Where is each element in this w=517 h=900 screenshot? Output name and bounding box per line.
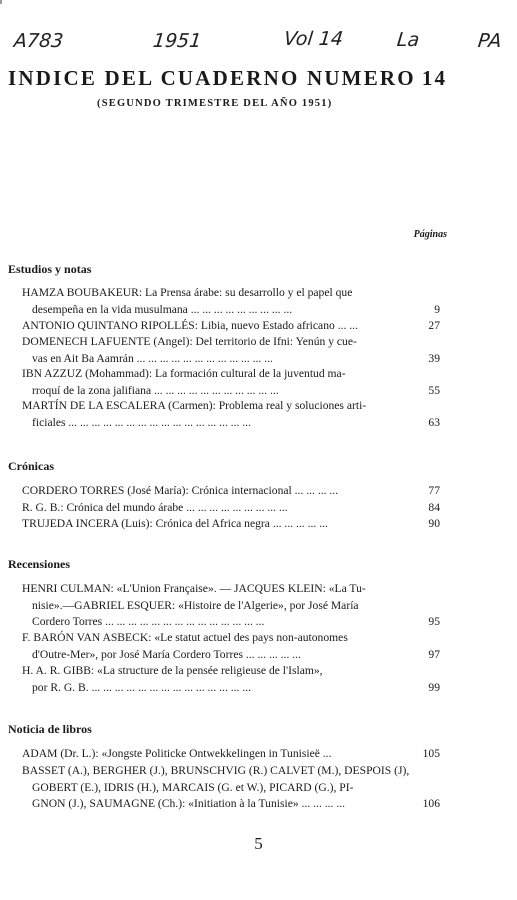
entry-line-text: ANTONIO QUINTANO RIPOLLÉS: Libia, nuevo Estado africano ... ... xyxy=(22,319,358,332)
entry-line: HAMZA BOUBAKEUR: La Prensa árabe: su desarrollo y el papel que xyxy=(22,286,353,299)
toc-entry xyxy=(22,318,440,335)
paginas-label: Páginas xyxy=(413,229,447,240)
entry-line-text: vas en Ait Ba Aamrán ... ... ... ... ... ... ... ... ... ... ... ... xyxy=(32,351,273,365)
toc-entry xyxy=(22,483,440,500)
entry-line-text: CORDERO TORRES (José María): Crónica internacional ... ... ... ... xyxy=(22,484,339,497)
page-number: 39 xyxy=(428,351,440,365)
handwritten-note-2: 1951 xyxy=(151,30,203,52)
entry-line xyxy=(22,351,440,368)
toc-entry xyxy=(22,500,440,517)
entry-line: GOBERT (E.), IDRIS (H.), MARCAIS (G. et W.), PICARD (G.), PI- xyxy=(32,780,354,794)
entry-line xyxy=(22,680,440,697)
entry-line: HENRI CULMAN: «L'Union Française». — JACQUES KLEIN: «La Tu- xyxy=(22,582,366,595)
entry-line xyxy=(22,383,440,400)
toc-entry xyxy=(22,398,440,431)
page-number: 90 xyxy=(428,517,440,530)
entry-line-text: rroquí de la zona jalifiana ... ... ... ... ... ... ... ... ... ... ... xyxy=(32,383,279,397)
page-number: 77 xyxy=(428,484,440,497)
toc-entry xyxy=(22,334,440,367)
entry-line: BASSET (A.), BERGHER (J.), BRUNSCHVIG (R.) CALVET (M.), DESPOIS (J), xyxy=(22,764,410,777)
toc-entry xyxy=(22,746,440,763)
toc-entry xyxy=(22,763,440,813)
scan-mark xyxy=(0,0,2,4)
section-heading: Crónicas xyxy=(8,459,54,473)
entry-line: MARTÍN DE LA ESCALERA (Carmen): Problema real y soluciones arti- xyxy=(22,399,367,412)
entry-line-text: d'Outre-Mer», por José María Cordero Torres ... ... ... ... ... xyxy=(32,647,301,661)
entry-line xyxy=(22,483,440,500)
section-heading: Noticia de libros xyxy=(8,722,92,736)
entry-line xyxy=(22,415,440,432)
entry-line: DOMENECH LAFUENTE (Angel): Del territorio de Ifni: Yenún y cue- xyxy=(22,335,357,348)
section-heading: Recensiones xyxy=(8,557,70,571)
entry-line xyxy=(22,647,440,664)
entry-line-text: R. G. B.: Crónica del mundo árabe ... ... ... ... ... ... ... ... ... xyxy=(22,501,288,514)
entry-line-text: ADAM (Dr. L.): «Jongste Politicke Ontwekkelingen in Tunisieë ... xyxy=(22,747,332,760)
page-number: 27 xyxy=(428,319,440,332)
issue-number: 14 xyxy=(421,66,448,90)
toc-entry xyxy=(22,581,440,631)
toc-entry xyxy=(22,663,440,696)
page-number: 63 xyxy=(428,415,440,429)
page-number: 97 xyxy=(428,647,440,661)
page-title xyxy=(8,66,447,91)
handwritten-note-4: La xyxy=(395,29,421,51)
entry-line xyxy=(22,614,440,631)
entry-line xyxy=(22,302,440,319)
page-subtitle: (SEGUNDO TRIMESTRE DEL AÑO 1951) xyxy=(97,98,333,109)
page-number: 55 xyxy=(428,383,440,397)
entry-line: IBN AZZUZ (Mohammad): La formación cultural de la juventud ma- xyxy=(22,367,346,380)
entry-line-text: ficiales ... ... ... ... ... ... ... ... ... ... ... ... ... ... ... ... xyxy=(32,415,251,429)
entry-line: nisie».—GABRIEL ESQUER: «Histoire de l'Algerie», por José María xyxy=(32,598,359,612)
handwritten-note-1: A783 xyxy=(12,30,65,52)
toc-entry xyxy=(22,285,440,318)
entry-line xyxy=(22,746,440,763)
page-number: 9 xyxy=(434,302,440,316)
entry-line xyxy=(22,500,440,517)
page-number: 95 xyxy=(428,615,440,628)
entry-line-text: por R. G. B. ... ... ... ... ... ... ... ... ... ... ... ... ... ... xyxy=(32,680,251,694)
page-number: 105 xyxy=(422,747,440,760)
toc-entry xyxy=(22,366,440,399)
entry-line-text: desempeña en la vida musulmana ... ... ... ... ... ... ... ... ... xyxy=(32,302,293,316)
toc-entry xyxy=(22,516,440,533)
handwritten-note-3: Vol 14 xyxy=(282,28,345,50)
section-heading: Estudios y notas xyxy=(8,262,92,276)
handwritten-note-5: PA xyxy=(476,30,503,52)
entry-line-text: Cordero Torres ... ... ... ... ... ... ... ... ... ... ... ... ... ... xyxy=(32,615,265,628)
page-number: 99 xyxy=(428,680,440,694)
entry-line: H. A. R. GIBB: «La structure de la pensée religieuse de l'Islam», xyxy=(22,664,323,677)
entry-line: F. BARÓN VAN ASBECK: «Le statut actuel des pays non-autonomes xyxy=(22,631,348,644)
entry-line xyxy=(22,516,440,533)
entry-line xyxy=(22,796,440,813)
entry-line-text: GNON (J.), SAUMAGNE (Ch.): «Initiation à la Tunisie» ... ... ... ... xyxy=(32,797,346,810)
page-number: 84 xyxy=(428,501,440,514)
footer-page-number: 5 xyxy=(254,834,263,853)
toc-entry xyxy=(22,630,440,663)
title-text: INDICE DEL CUADERNO NUMERO xyxy=(8,66,416,90)
entry-line-text: TRUJEDA INCERA (Luis): Crónica del Africa negra ... ... ... ... ... xyxy=(22,517,328,530)
page-number: 106 xyxy=(422,797,440,810)
entry-line xyxy=(22,318,440,335)
